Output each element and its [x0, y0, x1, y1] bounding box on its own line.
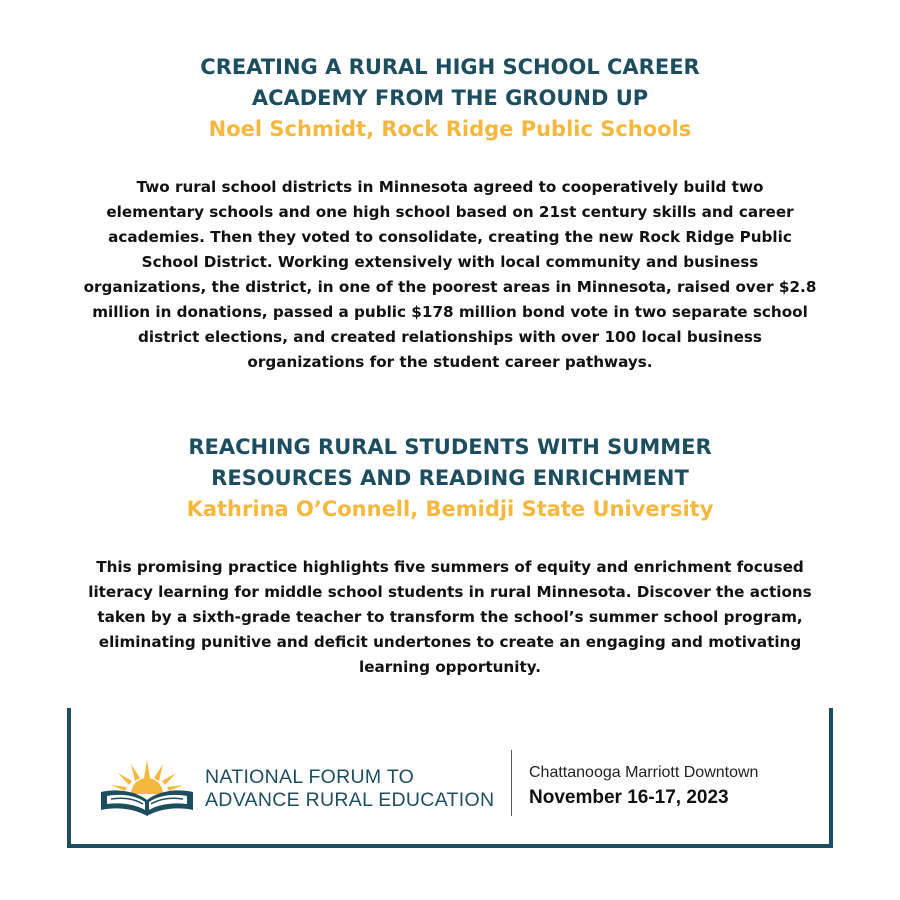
event-dates: November 16-17, 2023 [529, 787, 729, 808]
session-1-speaker: Noel Schmidt, Rock Ridge Public Schools [208, 117, 692, 141]
event-footer [67, 708, 833, 848]
event-venue: Chattanooga Marriott Downtown [529, 764, 759, 781]
session-1-desc-line: elementary schools and one high school based on 21st century skills and career [106, 203, 794, 221]
session-2-desc-line: taken by a sixth-grade teacher to transform the school’s summer school program, [97, 608, 803, 626]
footer-divider [511, 750, 512, 816]
sun-over-open-book-icon [97, 752, 197, 822]
session-1-desc-line: district elections, and created relationships with over 100 local business [138, 328, 762, 346]
session-1-desc-line: academies. Then they voted to consolidate, creating the new Rock Ridge Public [108, 228, 792, 246]
session-1-title-line-1: CREATING A RURAL HIGH SCHOOL CAREER [200, 55, 700, 79]
session-1-desc-line: Two rural school districts in Minnesota agreed to cooperatively build two [136, 178, 764, 196]
session-1-desc-line: organizations, the district, in one of the poorest areas in Minnesota, raised over $2.8 [83, 278, 817, 296]
organization-name [205, 766, 494, 812]
org-name-line-2: ADVANCE RURAL EDUCATION [205, 789, 495, 811]
session-1-desc-line: organizations for the student career pathways. [247, 353, 653, 371]
session-2-description [60, 555, 840, 680]
session-2-title [0, 432, 900, 494]
session-1-title-line-2: ACADEMY FROM THE GROUND UP [251, 86, 649, 110]
session-2-desc-line: eliminating punitive and deficit undertones to create an engaging and motivating [98, 633, 802, 651]
session-1-title [0, 52, 900, 114]
session-2-speaker: Kathrina O’Connell, Bemidji State University [186, 497, 714, 521]
session-1-desc-line: School District. Working extensively with local community and business [141, 253, 759, 271]
session-2-desc-line: literacy learning for middle school students in rural Minnesota. Discover the actions [88, 583, 812, 601]
session-1-description [60, 175, 840, 375]
session-2 [0, 432, 900, 680]
session-1 [0, 52, 900, 375]
session-2-title-line-2: RESOURCES AND READING ENRICHMENT [211, 466, 689, 490]
org-name-line-1: NATIONAL FORUM TO [205, 766, 415, 788]
session-2-desc-line: learning opportunity. [359, 658, 541, 676]
session-1-desc-line: million in donations, passed a public $178 million bond vote in two separate school [92, 303, 808, 321]
session-2-desc-line: This promising practice highlights five summers of equity and enrichment focused [96, 558, 804, 576]
session-2-title-line-1: REACHING RURAL STUDENTS WITH SUMMER [188, 435, 712, 459]
